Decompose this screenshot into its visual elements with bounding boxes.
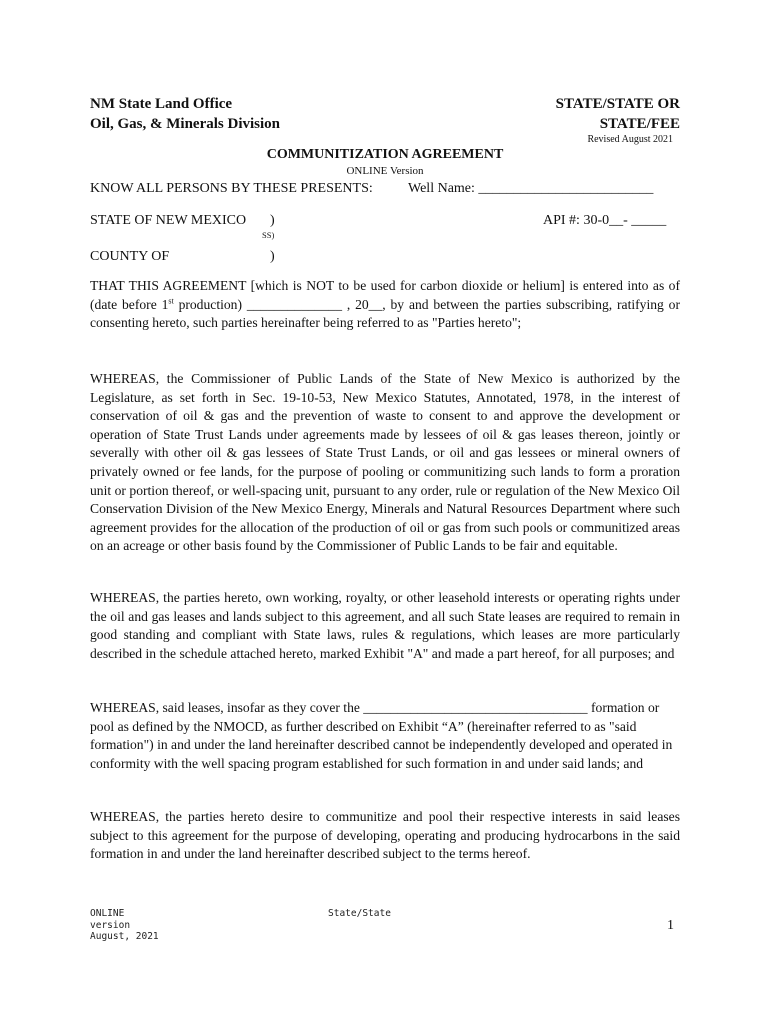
revision-date: Revised August 2021	[587, 134, 673, 145]
agreement-type-line2: STATE/FEE	[599, 116, 680, 132]
whereas-commissioner-paragraph: WHEREAS, the Commissioner of Public Lands of the State of New Mexico is authorized by the Legislature, as set forth in Sec. 19-10-53, New Mexico Statutes, Annotated, 1978, in the interest of conservation of oil & gas and the prevention of waste to consent to and approve the development or operation of State Trust Lands under agreements made by lessees of oil & gas leases thereon, jointly or severally with other oil & gas lessees of State Trust Lands, or oil and gas lessees or mineral owners of privately owned or fee lands, for the purpose of pooling or communitizing such lands to form a proration unit or portion thereof, or well-spacing unit, pursuant to any order, rule or regulation of the New Mexico Oil Conservation Division of the New Mexico Energy, Minerals and Natural Resources Department where such agreement provides for the allocation of the production of oil or gas from such pools or communitized areas on an acreage or other basis found by the Commissioner of Public Lands to be fair and equitable.	[90, 371, 680, 554]
api-number-field: API #: 30-0__- _____	[543, 213, 667, 228]
whereas-parties-paragraph: WHEREAS, the parties hereto, own working, royalty, or other leasehold interests or operating rights under the oil and gas leases and lands subject to this agreement, and all such State leases are required to remain in good standing and compliant with State laws, rules & regulations, which leases are more particularly described in the schedule attached hereto, marked Exhibit "A" and made a part hereof, for all purposes; and	[90, 590, 680, 661]
page-number: 1	[667, 918, 674, 933]
agreement-paragraph	[90, 277, 680, 333]
document-subtitle: ONLINE Version	[346, 165, 424, 177]
state-of-new-mexico: STATE OF NEW MEXICO	[90, 213, 247, 228]
well-name-field: Well Name: _________________________	[408, 181, 654, 196]
division-name: Oil, Gas, & Minerals Division	[90, 116, 281, 132]
agreement-type-header	[480, 94, 680, 134]
office-header	[90, 94, 280, 134]
know-all-persons: KNOW ALL PERSONS BY THESE PRESENTS:	[90, 181, 373, 196]
agreement-text-part2: production) ______________ , 20__, by and between the parties subscribing, ratifying or consenting hereto, such parties hereinafter being referred to as "Parties hereto";	[90, 296, 680, 331]
office-name: NM State Land Office	[90, 96, 233, 112]
footer-version	[90, 908, 159, 943]
footer-version-line1: ONLINE	[90, 908, 125, 919]
agreement-type-line1: STATE/STATE OR	[555, 96, 680, 112]
footer-form-type: State/State	[328, 908, 391, 919]
document-title: COMMUNITIZATION AGREEMENT	[266, 147, 504, 162]
county-paren: )	[270, 249, 275, 264]
ss-mark: SS)	[262, 230, 275, 240]
whereas-communitize-paragraph: WHEREAS, the parties hereto desire to communitize and pool their respective interests in said leases subject to this agreement for the purpose of developing, operating and producing hydrocarbons in the said formation in and under the land hereinafter described subject to the terms hereof.	[90, 809, 680, 862]
agreement-text-part1: THAT THIS AGREEMENT [which is NOT to be used for carbon dioxide or helium] is entered into as of (date before 1	[90, 278, 680, 312]
county-of: COUNTY OF	[90, 249, 170, 264]
footer-version-line3: August, 2021	[90, 931, 159, 942]
ordinal-suffix: st	[168, 296, 174, 306]
state-paren: )	[270, 213, 275, 228]
whereas-leases-paragraph: WHEREAS, said leases, insofar as they cover the _________________________________ formation or pool as defined by the NMOCD, as further described on Exhibit “A” (hereinafter referred to as "said formation") in and under the land hereinafter described cannot be independently developed and operated in conformity with the well spacing program established for such formation in and under said lands; and	[90, 700, 673, 771]
footer-version-line2: version	[90, 919, 131, 931]
